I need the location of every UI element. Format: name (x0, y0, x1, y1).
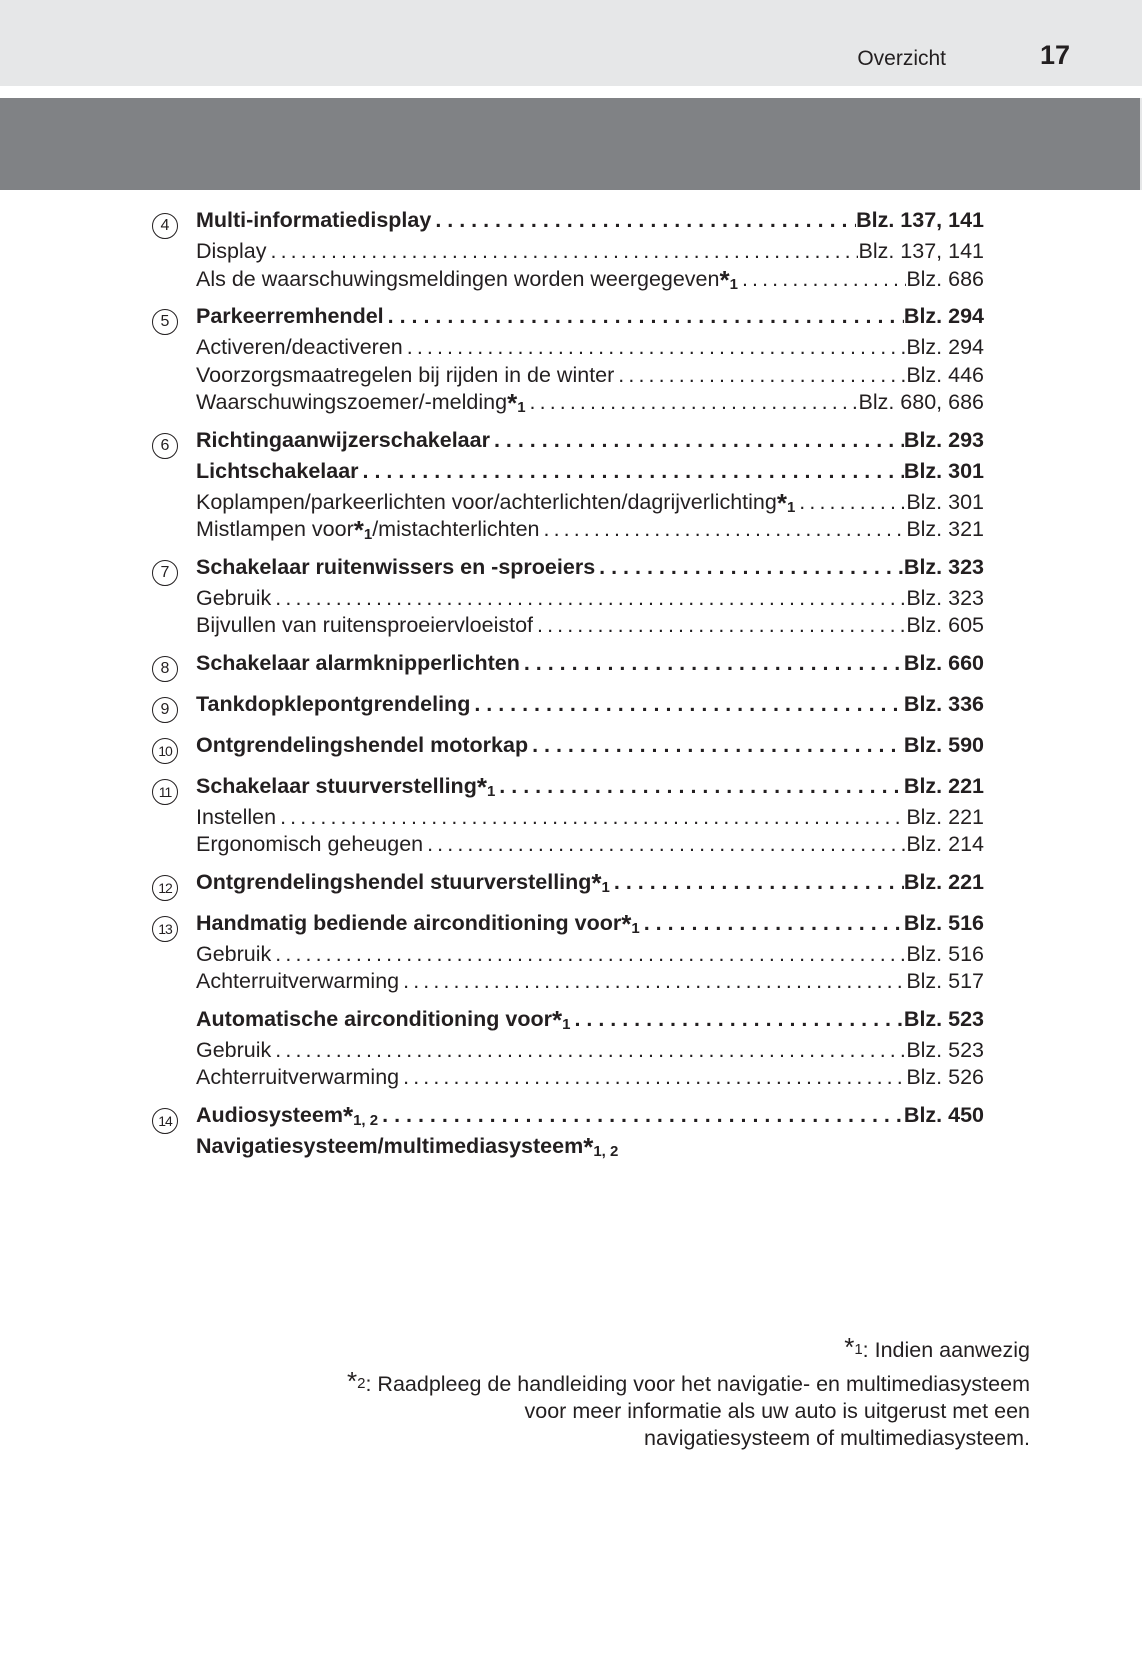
entry-title: Navigatiesysteem/multimediasysteem$^{*1, 2}$ (196, 1133, 619, 1162)
item-number-circle: 12 (152, 875, 178, 901)
footnote-marker: *1 (591, 869, 610, 898)
list-item (152, 774, 984, 860)
page-reference: Blz. 526 (906, 1065, 984, 1089)
leader-dots (526, 390, 859, 415)
page-reference: Blz. 301 (906, 489, 984, 514)
entry-title: Automatische airconditioning voor$^{*1}$ (196, 1006, 571, 1035)
footnote-marker: *1, 2 (583, 1133, 619, 1162)
leader-dots (540, 517, 907, 542)
list-item (152, 1103, 984, 1165)
entry-title: Parkeerremhendel (196, 304, 384, 328)
leader-dots (271, 586, 906, 611)
leader-dots (403, 335, 907, 360)
item-number-circle: 5 (152, 309, 178, 335)
leader-dots (470, 692, 904, 717)
page-reference: Blz. 516 (903, 910, 984, 935)
entry-subitem (196, 335, 984, 363)
entry-subitem (196, 1065, 984, 1093)
leader-dots (431, 208, 856, 233)
leader-dots (271, 942, 906, 967)
page-reference: Blz. 137, 141 (858, 239, 984, 263)
leader-dots (614, 363, 906, 388)
list-item (152, 1007, 984, 1093)
entry-title: Tankdopklepontgrendeling (196, 691, 471, 716)
entry-heading (196, 459, 984, 490)
entry-title: Als de waarschuwingsmeldingen worden weergegeven$^{*1}$ (196, 266, 738, 294)
item-number-circle: 14 (152, 1108, 178, 1134)
page-reference: Blz. 221 (906, 804, 984, 829)
entry-heading (196, 208, 984, 239)
page-reference: Blz. 137, 141 (856, 208, 984, 232)
list-item (152, 555, 984, 641)
entry-subitem (196, 805, 984, 833)
page-reference: Blz. 301 (903, 458, 984, 483)
list-item (152, 692, 984, 723)
entry-subitem (196, 1038, 984, 1066)
leader-dots (795, 490, 906, 515)
footnote-marker: *1 (621, 910, 640, 939)
page-reference: Blz. 686 (906, 266, 984, 291)
page-reference: Blz. 293 (903, 427, 984, 452)
page-reference: Blz. 517 (906, 969, 984, 993)
footnote-marker: *1 (551, 1006, 571, 1035)
entry-title: Koplampen/parkeerlichten voor/achterlichten/dagrijverlichting$^{*1}$ (196, 489, 796, 517)
entry-heading (196, 304, 984, 335)
entry-title: Waarschuwingszoemer/-melding$^{*1}$ (196, 390, 526, 418)
entry-title: Instellen (196, 804, 277, 829)
entry-title: Audiosysteem$^{*1, 2}$ (196, 1102, 379, 1131)
page-reference: Blz. 321 (906, 517, 984, 541)
entry-title: Schakelaar ruitenwissers en -sproeiers (196, 554, 596, 579)
leader-dots (399, 1065, 906, 1090)
leader-dots (490, 428, 904, 453)
leader-dots (528, 733, 904, 758)
page-reference: Blz. 323 (903, 554, 984, 579)
leader-dots (267, 239, 859, 264)
page-reference: Blz. 680, 686 (858, 390, 984, 414)
leader-dots (570, 1007, 903, 1032)
page-reference: Blz. 294 (903, 304, 984, 328)
entry-title: Gebruik (196, 585, 272, 610)
entry-heading (196, 1007, 984, 1038)
page-reference: Blz. 450 (903, 1102, 984, 1127)
page-reference: Blz. 446 (906, 362, 984, 387)
entry-title: Gebruik (196, 1037, 272, 1062)
entry-subitem (196, 613, 984, 641)
entry-subitem (196, 390, 984, 418)
entry-title: Voorzorgsmaatregelen bij rijden in de winter (196, 362, 615, 387)
page-reference: Blz. 214 (906, 832, 984, 856)
entry-heading (196, 428, 984, 459)
entry-title: Ontgrendelingshendel motorkap (196, 732, 529, 757)
entry-title: Ergonomisch geheugen (196, 832, 424, 856)
entry-subitem (196, 363, 984, 391)
footnote-marker: *1 (476, 773, 496, 802)
section-title: Overzicht (857, 47, 946, 70)
footnote-marker: *1 (776, 489, 796, 517)
entry-subitem (196, 942, 984, 970)
item-number-circle: 13 (152, 916, 178, 942)
item-number-circle: 4 (152, 213, 178, 239)
entry-title: Lichtschakelaar (196, 458, 359, 483)
entry-heading (196, 911, 984, 942)
list-item (152, 733, 984, 764)
list-item (152, 911, 984, 997)
page-reference: Blz. 323 (906, 585, 984, 610)
list-item (152, 208, 984, 294)
page-reference: Blz. 221 (903, 773, 984, 798)
entry-title: Schakelaar alarmknipperlichten (196, 650, 520, 675)
page-reference: Blz. 523 (903, 1006, 984, 1031)
entry-title: Handmatig bediende airconditioning voor$^{*1}$ (196, 910, 640, 939)
leader-dots (378, 1103, 904, 1128)
entry-subitem (196, 239, 984, 267)
footnote-1: *$^1$: Indien aanwezig (844, 1332, 1030, 1362)
entry-title: Activeren/deactiveren (196, 335, 403, 359)
entry-title: Gebruik (196, 941, 272, 966)
entry-title: Multi-informatiedisplay (196, 208, 432, 232)
entry-title: Mistlampen voor$^{*1}$/mistachterlichten (196, 517, 540, 545)
entry-subitem (196, 832, 984, 860)
entry-subitem (196, 586, 984, 614)
list-item (152, 428, 984, 545)
footnote-marker: *1 (353, 517, 373, 545)
entry-heading (196, 870, 984, 901)
page-reference: Blz. 523 (906, 1037, 984, 1062)
leader-dots (595, 555, 904, 580)
entry-heading (196, 774, 984, 805)
list-item (152, 870, 984, 901)
list-item (152, 651, 984, 682)
footnote-marker: *1, 2 (342, 1102, 379, 1131)
page-reference: Blz. 590 (903, 732, 984, 757)
entry-subitem (196, 517, 984, 545)
page-reference: Blz. 516 (906, 941, 984, 966)
entry-subitem (196, 490, 984, 518)
leader-dots (738, 267, 906, 292)
list-item (152, 304, 984, 418)
entry-title: Richtingaanwijzerschakelaar (196, 427, 490, 452)
entry-title: Bijvullen van ruitensproeiervloeistof (196, 613, 534, 637)
entry-heading (196, 1103, 984, 1134)
leader-dots (423, 832, 906, 857)
entry-heading (196, 651, 984, 682)
page-reference: Blz. 336 (903, 691, 984, 716)
page-number: 17 (1039, 40, 1070, 70)
entry-title: Display (196, 239, 267, 263)
footnotes (270, 1332, 1030, 1459)
footnote-marker: *1 (719, 266, 738, 294)
entry-title: Achterruitverwarming (196, 969, 400, 993)
footnote-marker: *1 (507, 390, 526, 418)
item-number-circle: 6 (152, 433, 178, 459)
page-header (0, 0, 1142, 86)
page-reference: Blz. 605 (906, 613, 984, 637)
leader-dots (520, 651, 904, 676)
item-number-circle: 10 (152, 738, 178, 764)
entry-title: Achterruitverwarming (196, 1065, 400, 1089)
item-number-circle: 8 (152, 656, 178, 682)
entry-heading (196, 1134, 984, 1165)
contents-list (152, 208, 984, 1175)
page-reference: Blz. 294 (906, 335, 984, 359)
leader-dots (495, 774, 904, 799)
leader-dots (533, 613, 906, 638)
leader-dots (276, 805, 906, 830)
entry-heading (196, 692, 984, 723)
leader-dots (640, 911, 904, 936)
entry-subitem (196, 267, 984, 295)
leader-dots (271, 1038, 906, 1063)
leader-dots (384, 304, 904, 329)
item-number-circle: 9 (152, 697, 178, 723)
item-number-circle: 7 (152, 560, 178, 586)
footnote-2: *$^2$: Raadpleeg de handleiding voor het navigatie- en multimediasysteem voor meer informatie als uw auto is uitgerust met een navigatiesysteem of multimediasysteem. (347, 1366, 1030, 1450)
item-number-circle: 11 (152, 779, 178, 805)
entry-heading (196, 733, 984, 764)
entry-subitem (196, 969, 984, 997)
header-band (0, 98, 1142, 190)
leader-dots (610, 870, 904, 895)
leader-dots (359, 459, 904, 484)
page-reference: Blz. 221 (903, 869, 984, 894)
page-reference: Blz. 660 (903, 650, 984, 675)
entry-title: Schakelaar stuurverstelling$^{*1}$ (196, 773, 496, 802)
entry-heading (196, 555, 984, 586)
leader-dots (399, 969, 906, 994)
entry-title: Ontgrendelingshendel stuurverstelling$^{*1}$ (196, 869, 610, 898)
